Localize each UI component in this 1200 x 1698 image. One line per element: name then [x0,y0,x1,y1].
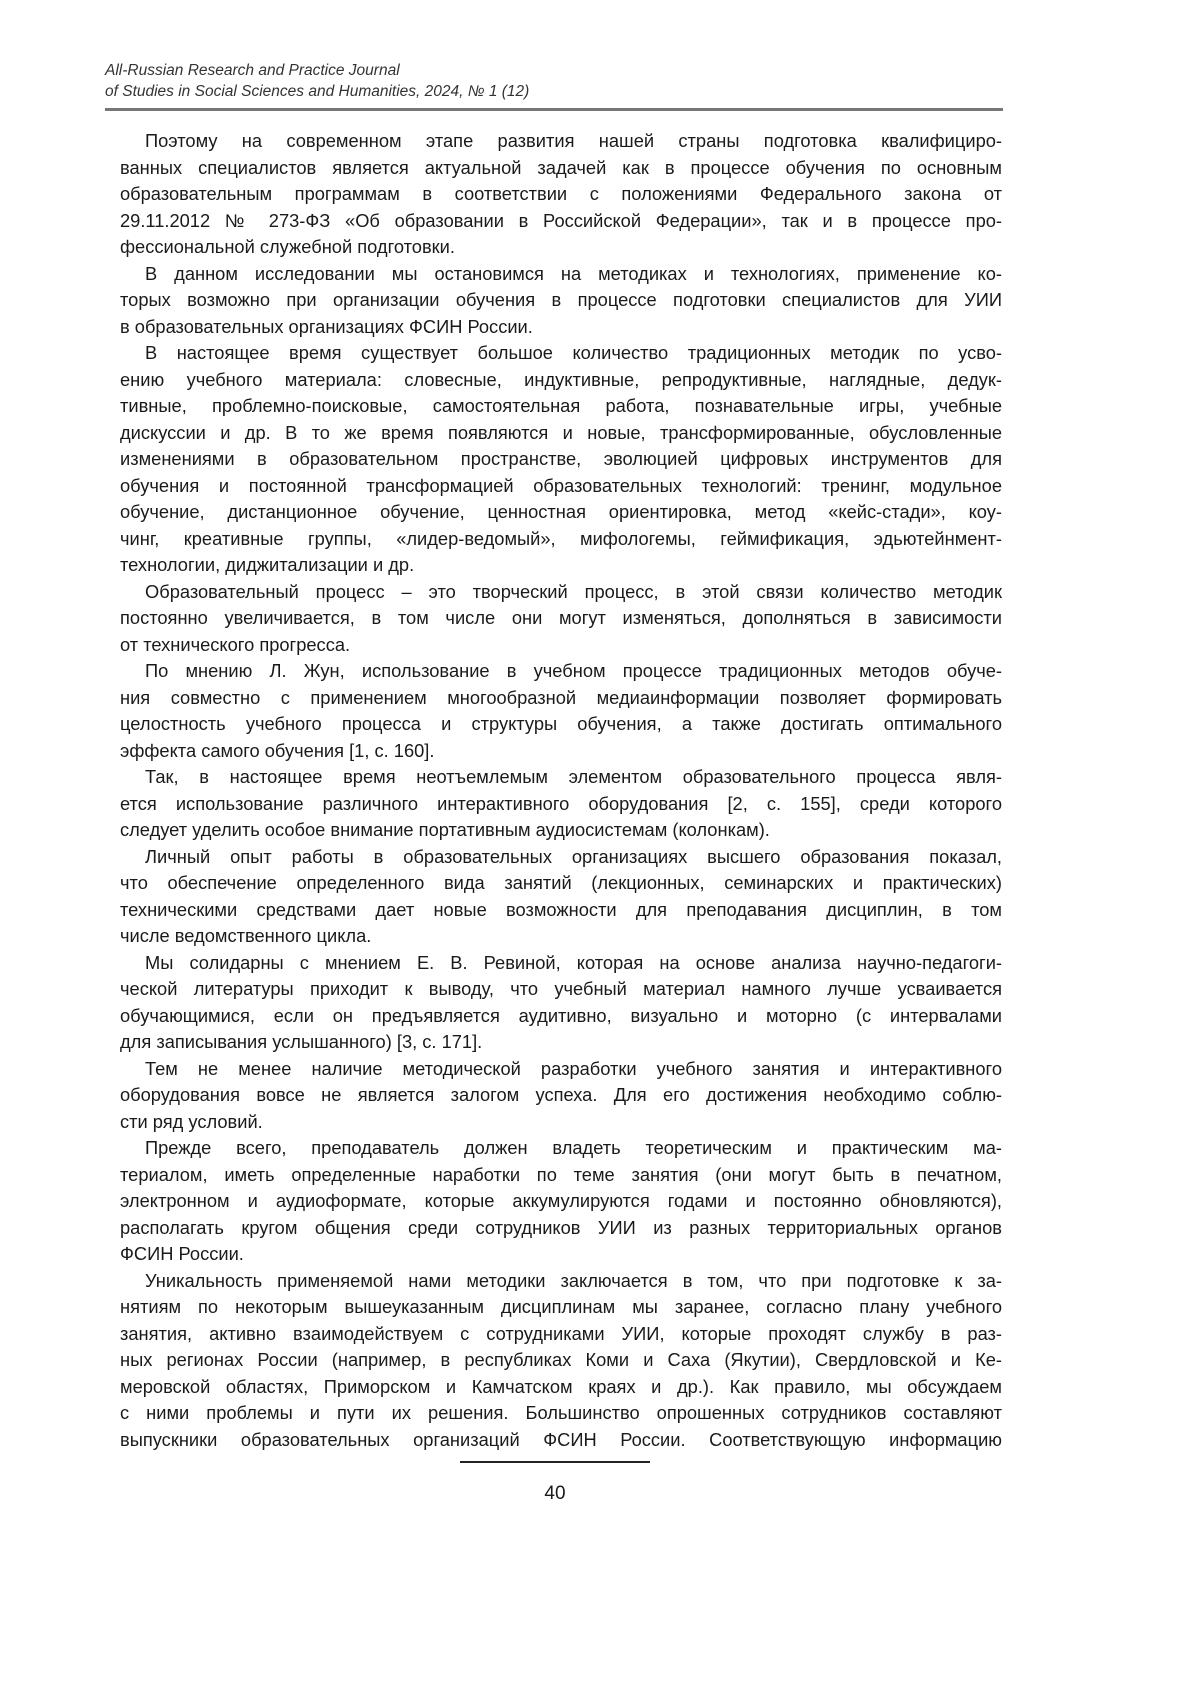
text-line: эффекта самого обучения [1, с. 160]. [120,738,1002,765]
text-line: меровской областях, Приморском и Камчатском краях и др.). Как правило, мы обсуждаем [120,1374,1002,1401]
text-line: технологии, диджитализации и др. [120,552,1002,579]
text-line: постоянно увеличивается, в том числе они могут изменяться, дополняться в зависимости [120,605,1002,632]
text-line: тивные, проблемно-поисковые, самостоятельная работа, познавательные игры, учебные [120,393,1002,420]
text-line: техническими средствами дает новые возможности для преподавания дисциплин, в том [120,897,1002,924]
text-line: ФСИН России. [120,1241,1002,1268]
text-line: ния совместно с применением многообразной медиаинформации позволяет формировать [120,685,1002,712]
text-line: Мы солидарны с мнением Е. В. Ревиной, которая на основе анализа научно-педагоги- [120,950,1002,977]
paragraph [120,658,1002,764]
text-line: дискуссии и др. В то же время появляются и новые, трансформированные, обусловленные [120,420,1002,447]
paragraph [120,1135,1002,1268]
text-line: обучающимися, если он предъявляется аудитивно, визуально и моторно (с интервалами [120,1003,1002,1030]
running-header [105,60,529,102]
text-line: Уникальность применяемой нами методики заключается в том, что при подготовке к за- [120,1268,1002,1295]
text-line: Поэтому на современном этапе развития нашей страны подготовка квалифициро- [120,128,1002,155]
text-line: располагать кругом общения среди сотрудников УИИ из разных территориальных органов [120,1215,1002,1242]
paragraph [120,340,1002,579]
text-line: занятия, активно взаимодействуем с сотрудниками УИИ, которые проходят службу в раз- [120,1321,1002,1348]
article-body [120,128,1002,1453]
paragraph [120,261,1002,341]
text-line: с ними проблемы и пути их решения. Большинство опрошенных сотрудников составляют [120,1400,1002,1427]
text-line: Так, в настоящее время неотъемлемым элементом образовательного процесса явля- [120,764,1002,791]
text-line: числе ведомственного цикла. [120,923,1002,950]
text-line: ению учебного материала: словесные, индуктивные, репродуктивные, наглядные, дедук- [120,367,1002,394]
text-line: ных регионах России (например, в республиках Коми и Саха (Якутии), Свердловской и Ке- [120,1347,1002,1374]
paragraph [120,1268,1002,1454]
page-number: 40 [0,1483,1110,1505]
text-line: сти ряд условий. [120,1109,1002,1136]
text-line: ется использование различного интерактивного оборудования [2, с. 155], среди которого [120,791,1002,818]
text-line: териалом, иметь определенные наработки по теме занятия (они могут быть в печатном, [120,1162,1002,1189]
text-line: Прежде всего, преподаватель должен владеть теоретическим и практическим ма- [120,1135,1002,1162]
text-line: образовательным программам в соответствии с положениями Федерального закона от [120,181,1002,208]
text-line: В настоящее время существует большое количество традиционных методик по усво- [120,340,1002,367]
text-line: По мнению Л. Жун, использование в учебном процессе традиционных методов обуче- [120,658,1002,685]
text-line: изменениями в образовательном пространстве, эволюцией цифровых инструментов для [120,446,1002,473]
text-line: торых возможно при организации обучения в процессе подготовки специалистов для УИИ [120,287,1002,314]
text-line: фессиональной служебной подготовки. [120,234,1002,261]
header-divider [105,108,1003,111]
paragraph [120,950,1002,1056]
text-line: в образовательных организациях ФСИН России. [120,314,1002,341]
text-line: от технического прогресса. [120,632,1002,659]
text-line: Тем не менее наличие методической разработки учебного занятия и интерактивного [120,1056,1002,1083]
paragraph [120,1056,1002,1136]
text-line: Личный опыт работы в образовательных организациях высшего образования показал, [120,844,1002,871]
text-line: ванных специалистов является актуальной задачей как в процессе обучения по основным [120,155,1002,182]
footer-divider [460,1461,650,1463]
text-line: 29.11.2012 № 273-ФЗ «Об образовании в Российской Федерации», так и в процессе про- [120,208,1002,235]
text-line: В данном исследовании мы остановимся на методиках и технологиях, применение ко- [120,261,1002,288]
paragraph [120,844,1002,950]
paragraph [120,764,1002,844]
text-line: Образовательный процесс – это творческий процесс, в этой связи количество методик [120,579,1002,606]
paragraph [120,579,1002,659]
text-line: что обеспечение определенного вида занятий (лекционных, семинарских и практических) [120,870,1002,897]
journal-title-line-2: of Studies in Social Sciences and Humanities, 2024, № 1 (12) [105,81,529,102]
text-line: ческой литературы приходит к выводу, что учебный материал намного лучше усваивается [120,976,1002,1003]
journal-title-line-1: All-Russian Research and Practice Journal [105,60,529,81]
text-line: чинг, креативные группы, «лидер-ведомый», мифологемы, геймификация, эдьютейнмент- [120,526,1002,553]
text-line: выпускники образовательных организаций ФСИН России. Соответствующую информацию [120,1427,1002,1454]
text-line: обучения и постоянной трансформацией образовательных технологий: тренинг, модульное [120,473,1002,500]
text-line: нятиям по некоторым вышеуказанным дисциплинам мы заранее, согласно плану учебного [120,1294,1002,1321]
text-line: целостность учебного процесса и структуры обучения, а также достигать оптимального [120,711,1002,738]
text-line: оборудования вовсе не является залогом успеха. Для его достижения необходимо соблю- [120,1082,1002,1109]
paragraph [120,128,1002,261]
text-line: обучение, дистанционное обучение, ценностная ориентировка, метод «кейс-стади», коу- [120,499,1002,526]
text-line: электронном и аудиоформате, которые аккумулируются годами и постоянно обновляются), [120,1188,1002,1215]
text-line: для записывания услышанного) [3, с. 171]. [120,1029,1002,1056]
text-line: следует уделить особое внимание портативным аудиосистемам (колонкам). [120,817,1002,844]
